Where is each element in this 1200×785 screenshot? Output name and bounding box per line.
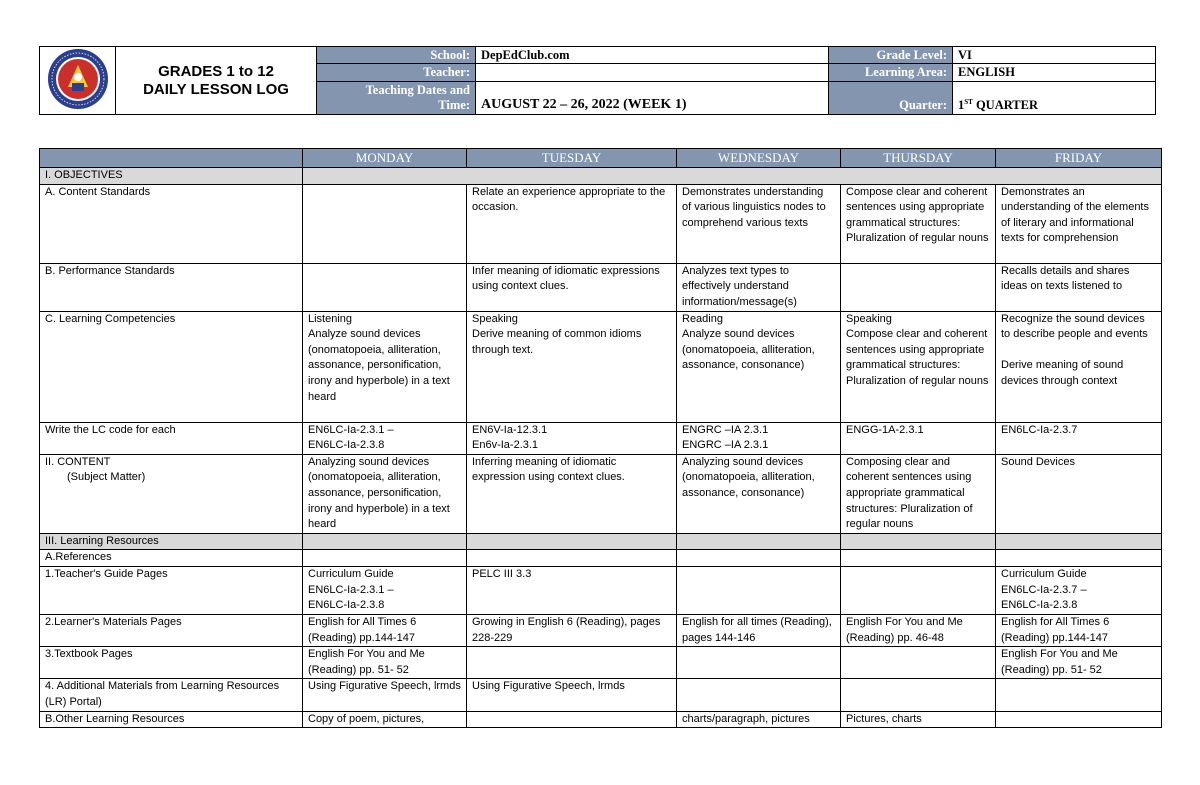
content-label: II. CONTENT (Subject Matter) bbox=[40, 454, 303, 533]
cell bbox=[841, 679, 996, 711]
teacher-value bbox=[476, 64, 829, 81]
cell: Reading Analyze sound devices (onomatopoeia, alliteration, assonance, consonance) bbox=[677, 311, 841, 422]
title-cell bbox=[116, 47, 317, 115]
cell: Analyzing sound devices (onomatopoeia, alliteration, assonance, personification, irony and hyperbole) in a text heard bbox=[303, 454, 467, 533]
cell: charts/paragraph, pictures bbox=[677, 711, 841, 728]
cell bbox=[996, 711, 1162, 728]
references-label: A.References bbox=[40, 550, 303, 567]
deped-seal-icon bbox=[46, 47, 110, 111]
day-wednesday: WEDNESDAY bbox=[677, 149, 841, 168]
row-learning-resources bbox=[40, 533, 1162, 550]
cell: Analyzing sound devices (onomatopoeia, alliteration, assonance, consonance) bbox=[677, 454, 841, 533]
cell: Pictures, charts bbox=[841, 711, 996, 728]
cell: Using Figurative Speech, lrmds bbox=[303, 679, 467, 711]
cell: Speaking Derive meaning of common idioms through text. bbox=[467, 311, 677, 422]
cell: Speaking Compose clear and coherent sentences using appropriate grammatical structures: Pluralization of regular nouns bbox=[841, 311, 996, 422]
header-table bbox=[39, 46, 1156, 115]
cell: Sound Devices bbox=[996, 454, 1162, 533]
cell: English For You and Me (Reading) pp. 46-48 bbox=[841, 614, 996, 646]
row-references bbox=[40, 550, 1162, 567]
cell bbox=[303, 184, 467, 263]
school-value: DepEdClub.com bbox=[476, 47, 829, 64]
cell: Listening Analyze sound devices (onomatopoeia, alliteration, assonance, personification, irony and hyperbole) in a text heard bbox=[303, 311, 467, 422]
cell: Curriculum Guide EN6LC-Ia-2.3.1 – EN6LC-Ia-2.3.8 bbox=[303, 566, 467, 614]
quarter-label: Quarter: bbox=[829, 81, 953, 115]
grade-value: VI bbox=[953, 47, 1156, 64]
area-label: Learning Area: bbox=[829, 64, 953, 81]
cell: Growing in English 6 (Reading), pages 228-229 bbox=[467, 614, 677, 646]
cell: ENGG-1A-2.3.1 bbox=[841, 422, 996, 454]
row-content bbox=[40, 454, 1162, 533]
cell: English For You and Me (Reading) pp. 51- 52 bbox=[996, 647, 1162, 679]
row-teachers-guide bbox=[40, 566, 1162, 614]
cell: Recalls details and shares ideas on texts listened to bbox=[996, 263, 1162, 311]
cell bbox=[996, 679, 1162, 711]
cell bbox=[677, 566, 841, 614]
cell: EN6LC-Ia-2.3.1 – EN6LC-Ia-2.3.8 bbox=[303, 422, 467, 454]
cell bbox=[467, 711, 677, 728]
blank-header bbox=[40, 149, 303, 168]
area-value: ENGLISH bbox=[953, 64, 1156, 81]
lesson-log-table bbox=[39, 148, 1162, 728]
day-monday: MONDAY bbox=[303, 149, 467, 168]
teachers-guide-label: 1.Teacher's Guide Pages bbox=[40, 566, 303, 614]
row-objectives bbox=[40, 168, 1162, 185]
competencies-label: C. Learning Competencies bbox=[40, 311, 303, 422]
row-lc-code bbox=[40, 422, 1162, 454]
lc-code-label: Write the LC code for each bbox=[40, 422, 303, 454]
title-line2: DAILY LESSON LOG bbox=[143, 80, 289, 98]
cell: English for All Times 6 (Reading) pp.144-147 bbox=[996, 614, 1162, 646]
dates-value: AUGUST 22 – 26, 2022 (WEEK 1) bbox=[476, 81, 829, 115]
cell: EN6V-Ia-12.3.1 En6v-Ia-2.3.1 bbox=[467, 422, 677, 454]
row-performance-standards bbox=[40, 263, 1162, 311]
day-friday: FRIDAY bbox=[996, 149, 1162, 168]
learners-materials-label: 2.Learner's Materials Pages bbox=[40, 614, 303, 646]
school-label: School: bbox=[317, 47, 476, 64]
cell bbox=[841, 647, 996, 679]
row-other-resources bbox=[40, 711, 1162, 728]
cell: Infer meaning of idiomatic expressions using context clues. bbox=[467, 263, 677, 311]
dates-label: Teaching Dates and Time: bbox=[317, 81, 476, 115]
cell: Using Figurative Speech, lrmds bbox=[467, 679, 677, 711]
cell: Copy of poem, pictures, bbox=[303, 711, 467, 728]
row-learners-materials bbox=[40, 614, 1162, 646]
cell: Inferring meaning of idiomatic expression using context clues. bbox=[467, 454, 677, 533]
content-standards-label: A. Content Standards bbox=[40, 184, 303, 263]
textbook-label: 3.Textbook Pages bbox=[40, 647, 303, 679]
objectives-label: I. OBJECTIVES bbox=[40, 168, 303, 185]
row-content-standards bbox=[40, 184, 1162, 263]
cell: Relate an experience appropriate to the occasion. bbox=[467, 184, 677, 263]
day-tuesday: TUESDAY bbox=[467, 149, 677, 168]
row-textbook bbox=[40, 647, 1162, 679]
row-additional bbox=[40, 679, 1162, 711]
cell: EN6LC-Ia-2.3.7 bbox=[996, 422, 1162, 454]
cell bbox=[467, 647, 677, 679]
cell bbox=[841, 566, 996, 614]
cell: Demonstrates an understanding of the elements of literary and informational texts for comprehension bbox=[996, 184, 1162, 263]
cell: Compose clear and coherent sentences using appropriate grammatical structures: Pluralization of regular nouns bbox=[841, 184, 996, 263]
cell: ENGRC –IA 2.3.1 ENGRC –IA 2.3.1 bbox=[677, 422, 841, 454]
quarter-value: 1ST QUARTER bbox=[953, 81, 1156, 115]
performance-standards-label: B. Performance Standards bbox=[40, 263, 303, 311]
teacher-label: Teacher: bbox=[317, 64, 476, 81]
row-competencies bbox=[40, 311, 1162, 422]
cell: Curriculum Guide EN6LC-Ia-2.3.7 – EN6LC-Ia-2.3.8 bbox=[996, 566, 1162, 614]
title-line1: GRADES 1 to 12 bbox=[158, 62, 274, 80]
cell: Demonstrates understanding of various linguistics nodes to comprehend various texts bbox=[677, 184, 841, 263]
cell: English for all times (Reading), pages 144-146 bbox=[677, 614, 841, 646]
cell bbox=[303, 263, 467, 311]
cell: Recognize the sound devices to describe people and events Derive meaning of sound devices through context bbox=[996, 311, 1162, 422]
cell: Analyzes text types to effectively understand information/message(s) bbox=[677, 263, 841, 311]
additional-label: 4. Additional Materials from Learning Resources (LR) Portal) bbox=[40, 679, 303, 711]
grade-label: Grade Level: bbox=[829, 47, 953, 64]
cell bbox=[677, 647, 841, 679]
cell: Composing clear and coherent sentences using appropriate grammatical structures: Pluralization of regular nouns bbox=[841, 454, 996, 533]
cell: PELC III 3.3 bbox=[467, 566, 677, 614]
cell: English for All Times 6 (Reading) pp.144-147 bbox=[303, 614, 467, 646]
cell: English For You and Me (Reading) pp. 51- 52 bbox=[303, 647, 467, 679]
learning-resources-label: III. Learning Resources bbox=[40, 533, 303, 550]
other-resources-label: B.Other Learning Resources bbox=[40, 711, 303, 728]
logo-cell bbox=[40, 47, 116, 115]
cell bbox=[677, 679, 841, 711]
cell bbox=[841, 263, 996, 311]
day-thursday: THURSDAY bbox=[841, 149, 996, 168]
